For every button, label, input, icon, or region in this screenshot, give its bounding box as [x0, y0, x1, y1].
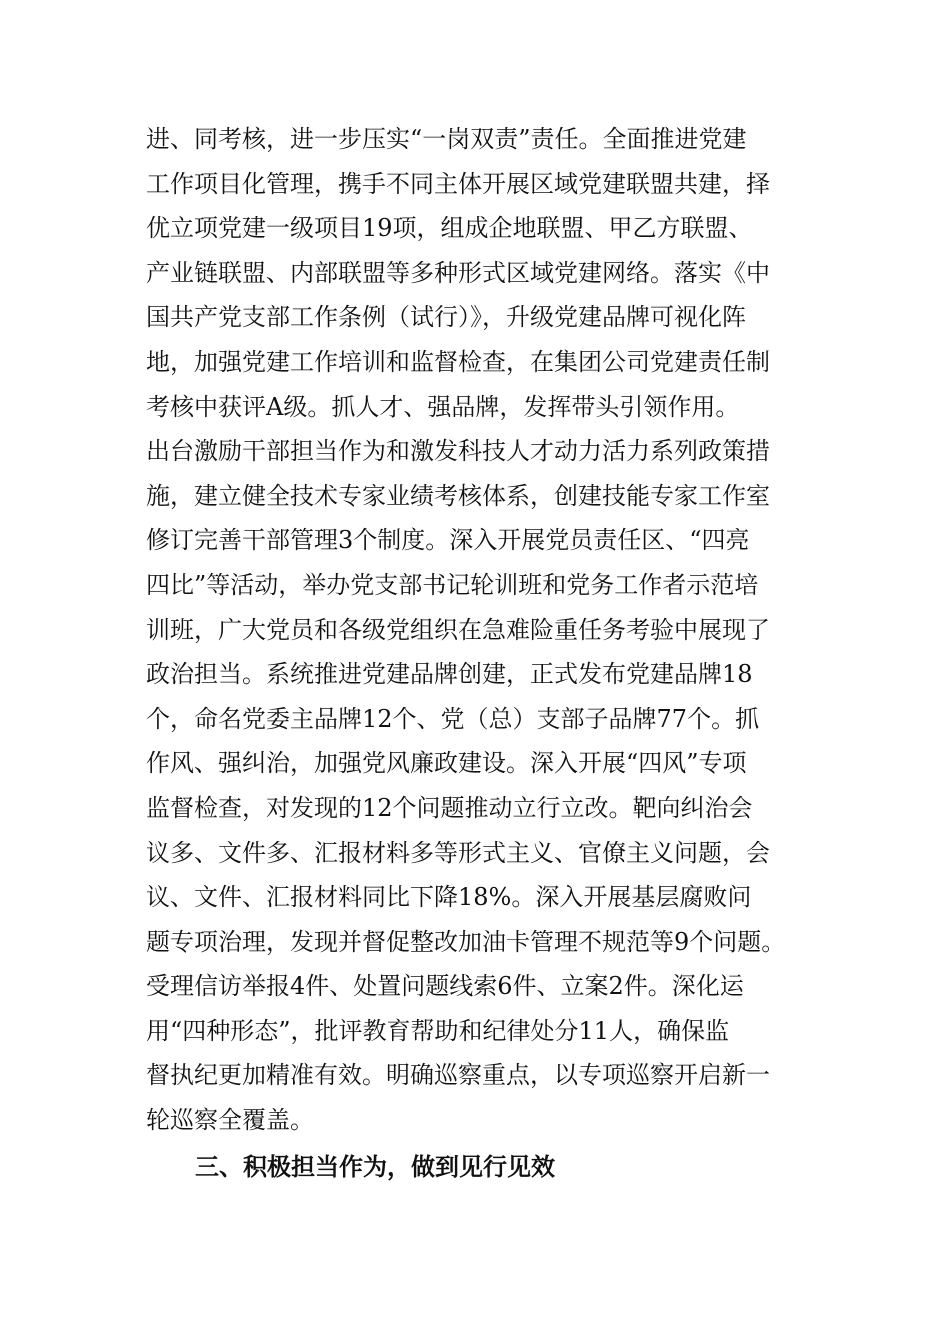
paragraph-line: 修订完善干部管理3个制度。深入开展党员责任区、“四亮	[146, 526, 750, 555]
paragraph-line: 产业链联盟、内部联盟等多种形式区域党建网络。落实《中	[146, 258, 770, 287]
paragraph-line: 国共产党支部工作条例（试行）》，升级党建品牌可视化阵	[146, 303, 746, 332]
paragraph-line: 个，命名党委主品牌12个、党（总）支部子品牌77个。抓	[146, 704, 760, 733]
paragraph-line: 作风、强纠治，加强党风廉政建设。深入开展“四风”专项	[146, 749, 747, 778]
paragraph-line: 四比”等活动，举办党支部书记轮训班和党务工作者示范培	[146, 570, 759, 599]
paragraph-line: 训班，广大党员和各级党组织在急难险重任务考验中展现了	[146, 615, 770, 644]
paragraph-line: 优立项党建一级项目19项，组成企地联盟、甲乙方联盟、	[146, 214, 753, 243]
paragraph-line: 议多、文件多、汇报材料多等形式主义、官僚主义问题，会	[146, 838, 770, 867]
section-heading: 三、积极担当作为，做到见行见效	[195, 1153, 555, 1181]
paragraph-line: 受理信访举报4件、处置问题线索6件、立案2件。深化运	[146, 972, 744, 1001]
paragraph-line: 地，加强党建工作培训和监督检查，在集团公司党建责任制	[146, 347, 770, 376]
paragraph-line: 监督检查，对发现的12个问题推动立行立改。靶向纠治会	[146, 793, 753, 822]
paragraph-line: 议、文件、汇报材料同比下降18%。深入开展基层腐败问	[146, 883, 752, 912]
paragraph-line: 考核中获评A级。抓人才、强品牌，发挥带头引领作用。	[146, 392, 740, 421]
paragraph-line: 施，建立健全技术专家业绩考核体系，创建技能专家工作室	[146, 481, 770, 510]
paragraph-line: 题专项治理，发现并督促整改加油卡管理不规范等9个问题。	[146, 927, 786, 956]
paragraph-line: 轮巡察全覆盖。	[146, 1106, 314, 1135]
paragraph-line: 督执纪更加精准有效。明确巡察重点，以专项巡察开启新一	[146, 1061, 770, 1090]
paragraph-line: 进、同考核，进一步压实“一岗双责”责任。全面推进党建	[146, 125, 747, 153]
body-paragraph	[146, 117, 816, 1143]
paragraph-line: 政治担当。系统推进党建品牌创建，正式发布党建品牌18	[146, 660, 753, 689]
paragraph-line: 出台激励干部担当作为和激发科技人才动力活力系列政策措	[146, 437, 770, 466]
paragraph-line: 用“四种形态”，批评教育帮助和纪律处分11人，确保监	[146, 1016, 730, 1045]
paragraph-line: 工作项目化管理，携手不同主体开展区域党建联盟共建，择	[146, 169, 770, 198]
